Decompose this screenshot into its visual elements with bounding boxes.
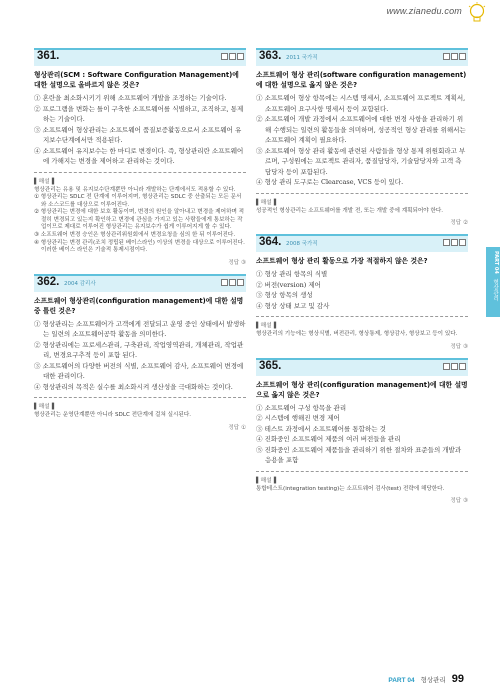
answer-label: 정답 ③ [228, 259, 246, 266]
answer-label: 정답 ② [450, 220, 468, 227]
option: ① 혼란을 최소화시키기 위해 소프트웨어 개발을 조정하는 기술이다. [34, 94, 227, 102]
divider [256, 316, 468, 317]
check-boxes[interactable] [443, 239, 466, 246]
question-text: 소프트웨어 형상 관리 활동으로 가장 적절하지 않은 것은? [256, 257, 428, 266]
explanation-label: ▌해설▐ [34, 404, 55, 411]
explanation-label: ▌해설▐ [256, 477, 277, 484]
question-text: 소프트웨어 형상 관리(software configuration management)에 대한 설명으로 옳지 않은 것은? [256, 71, 467, 89]
option: ② 버전(version) 제어 [256, 280, 321, 289]
question-source: 2008 국가직 [286, 241, 318, 248]
option: ① 형상 관리 항목의 식별 [256, 270, 328, 279]
side-tab-part: PART 04 [493, 251, 499, 274]
check-boxes[interactable] [443, 363, 466, 370]
question-block [256, 48, 468, 226]
question-source: 2011 국가직 [286, 55, 318, 61]
explanation-text: 성공적인 형상관리는 소프트웨어를 개발 전, 또는 개발 중에 계획되어야 한다. [256, 207, 444, 214]
question-number: 364. [259, 236, 282, 249]
check-boxes[interactable] [221, 279, 244, 286]
answer-label: 정답 ③ [450, 498, 468, 505]
question-number: 362. [37, 275, 60, 288]
option: ① 소프트웨어 형상 항목에는 시스템 명세서, 소프트웨어 프로젝트 계획서, 소프트웨어 요구사항 명세서 등이 포함된다. [256, 94, 466, 113]
explanation-text: 형상관리는 운영단계뿐만 아니라 SDLC 전단계에 걸쳐 실시된다. [34, 412, 192, 419]
right-column [256, 46, 468, 504]
question-block [256, 234, 468, 350]
divider [256, 193, 468, 194]
question-number: 365. [259, 359, 282, 372]
option: ④ 형상 상태 보고 및 감사 [256, 301, 330, 310]
explanation-text: ④ 형상관리는 변경 관리(조치 정립된 베이스라인) 이상의 변경을 대상으로 이루어진다. 이러한 베이스 라인은 기술적 통제시점이다. [34, 239, 245, 254]
option: ③ 형상 항목의 생성 [256, 291, 313, 300]
option: ① 소프트웨어 구성 항목을 관리 [256, 403, 347, 412]
option: ② 프로그램을 변화는 틀이 구축한 소프트웨어를 식별하고, 조직하고, 통제하는 기술이다. [34, 104, 244, 123]
footer-part: PART 04 [388, 677, 415, 684]
question-header [256, 234, 468, 252]
question-block [34, 48, 246, 266]
option: ② 소프트웨어 개발 과정에서 소프트웨어에 대한 변경 사항을 관리하기 위해 수행되는 일련의 활동들을 의미하며, 성공적인 형상 관리를 위해서는 소프트웨어 계획이 필요하다. [256, 115, 466, 144]
answer-label: 정답 ① [228, 424, 246, 431]
explanation-text: 형상관리는 유용 및 유지보수단계뿐만 아니라 개발하는 단계에서도 적용할 수 있다. [34, 186, 236, 193]
side-tab[interactable] [486, 247, 500, 317]
site-url: www.zianedu.com [386, 6, 462, 16]
option: ③ 소프트웨어 형상 관리 활동에 관련된 사람들을 형상 통제 위원회라고 부르며, 구성원에는 프로젝트 관리자, 품질담당자, 기술담당자와 고객 측 담당자 등이 포함된다. [256, 146, 466, 176]
explanation-label: ▌해설▐ [256, 199, 277, 206]
check-boxes[interactable] [443, 53, 466, 60]
page-footer [388, 673, 464, 685]
divider [34, 397, 246, 398]
option: ④ 진화중인 소프트웨어 제품의 여러 버전들을 관리 [256, 435, 401, 444]
question-text: 소프트웨어 형상 관리(configuration management)에 대한 설명으로 옳지 않은 것은? [256, 380, 468, 399]
option: ③ 소프트웨어 형상관리는 소프트웨어 품질보증활동으로서 소프트웨어 유지보수단계에서만 적용된다. [34, 125, 242, 144]
option: ③ 테스트 과정에서 소프트웨어를 통합하는 것 [256, 424, 386, 433]
explanation-text: ① 형상관리는 SDLC 전 단계에 이루어지며, 형상관리는 SDLC 중 산출되는 모든 문서와 소스코드를 대상으로 이루어진다. [34, 194, 242, 208]
page-number: 99 [451, 673, 464, 685]
option: ③ 소프트웨어의 다양한 버전의 식별, 소프트웨어 감사, 소프트웨어 변경에 대한 관리이다. [34, 361, 244, 381]
option: ② 형상관리에는 프로세스관리, 구축관리, 작업영역관리, 개체관리, 작업관리, 변경요구추적 등이 포함 된다. [34, 340, 244, 360]
question-source: 2004 감리사 [64, 280, 96, 287]
explanation-text: 형상관리의 기능에는 형상식별, 버전관리, 형상통제, 형상감사, 형상보고 등이 있다. [256, 331, 458, 338]
question-text: 형상관리(SCM : Software Configuration Management)에 대한 설명으로 올바르지 않은 것은? [34, 71, 239, 89]
explanation-text: ② 형상관리는 변경에 대한 보호 활동이며, 변경의 원인을 알아내고 변경을 제어하며 적절히 변경되고 있는지 확인하고 변경에 관심을 가지고 있는 사람들에게 통보하는 작업이므로 제대로 이루어진 형상관리는 유지보수가 쉽게 이루어지게 할 수 있다. [34, 209, 245, 231]
side-tab-section: 형상관리 [492, 279, 498, 301]
lightbulb-icon [468, 2, 486, 26]
question-block [256, 358, 468, 505]
question-header [34, 274, 246, 292]
divider [34, 172, 246, 173]
explanation-text: ③ 소프트웨어 변경 승인은 형상관리위원회에서 변경요청을 심의 한 뒤 이루어진다. [34, 232, 236, 239]
question-text: 소프트웨어 형상관리(configuration management)에 대한 설명 중 틀린 것은? [34, 296, 244, 315]
question-block [34, 274, 246, 431]
question-header [256, 358, 468, 376]
option: ④ 형상관리의 목적은 실수를 최소화시켜 생산성을 극대화하는 것이다. [34, 382, 233, 391]
question-number: 361. [37, 50, 60, 62]
check-boxes[interactable] [221, 53, 244, 60]
question-header [34, 48, 246, 66]
explanation-label: ▌해설▐ [34, 178, 55, 185]
explanation-text: 통합테스트(integration testing)는 소프트웨어 검사(test) 전략에 해당한다. [256, 485, 445, 492]
explanation-label: ▌해설▐ [256, 323, 277, 330]
option: ① 형상관리는 소프트웨어가 고객에게 전달되고 운영 중인 상태에서 발생하는 일련의 소프트웨어공학 활동을 의미한다. [34, 319, 246, 339]
left-column [34, 46, 246, 431]
answer-label: 정답 ③ [450, 343, 468, 350]
question-number: 363. [259, 50, 282, 62]
option: ⑤ 진화중인 소프트웨어 제품들을 관리하기 위한 절차와 표준들의 개발과 응용을 포함 [256, 445, 462, 465]
option: ④ 소프트웨어 유지보수는 한 마디로 변경이다. 즉, 형상관리란 소프트웨어에 가해지는 변경을 제어하고 관리하는 것이다. [34, 146, 244, 165]
footer-section: 형상관리 [420, 676, 446, 684]
option: ② 시스템에 행해진 변경 제어 [256, 414, 340, 423]
option: ④ 형상 관리 도구로는 Clearcase, VCS 등이 있다. [256, 178, 404, 186]
question-header [256, 48, 468, 66]
divider [256, 471, 468, 472]
